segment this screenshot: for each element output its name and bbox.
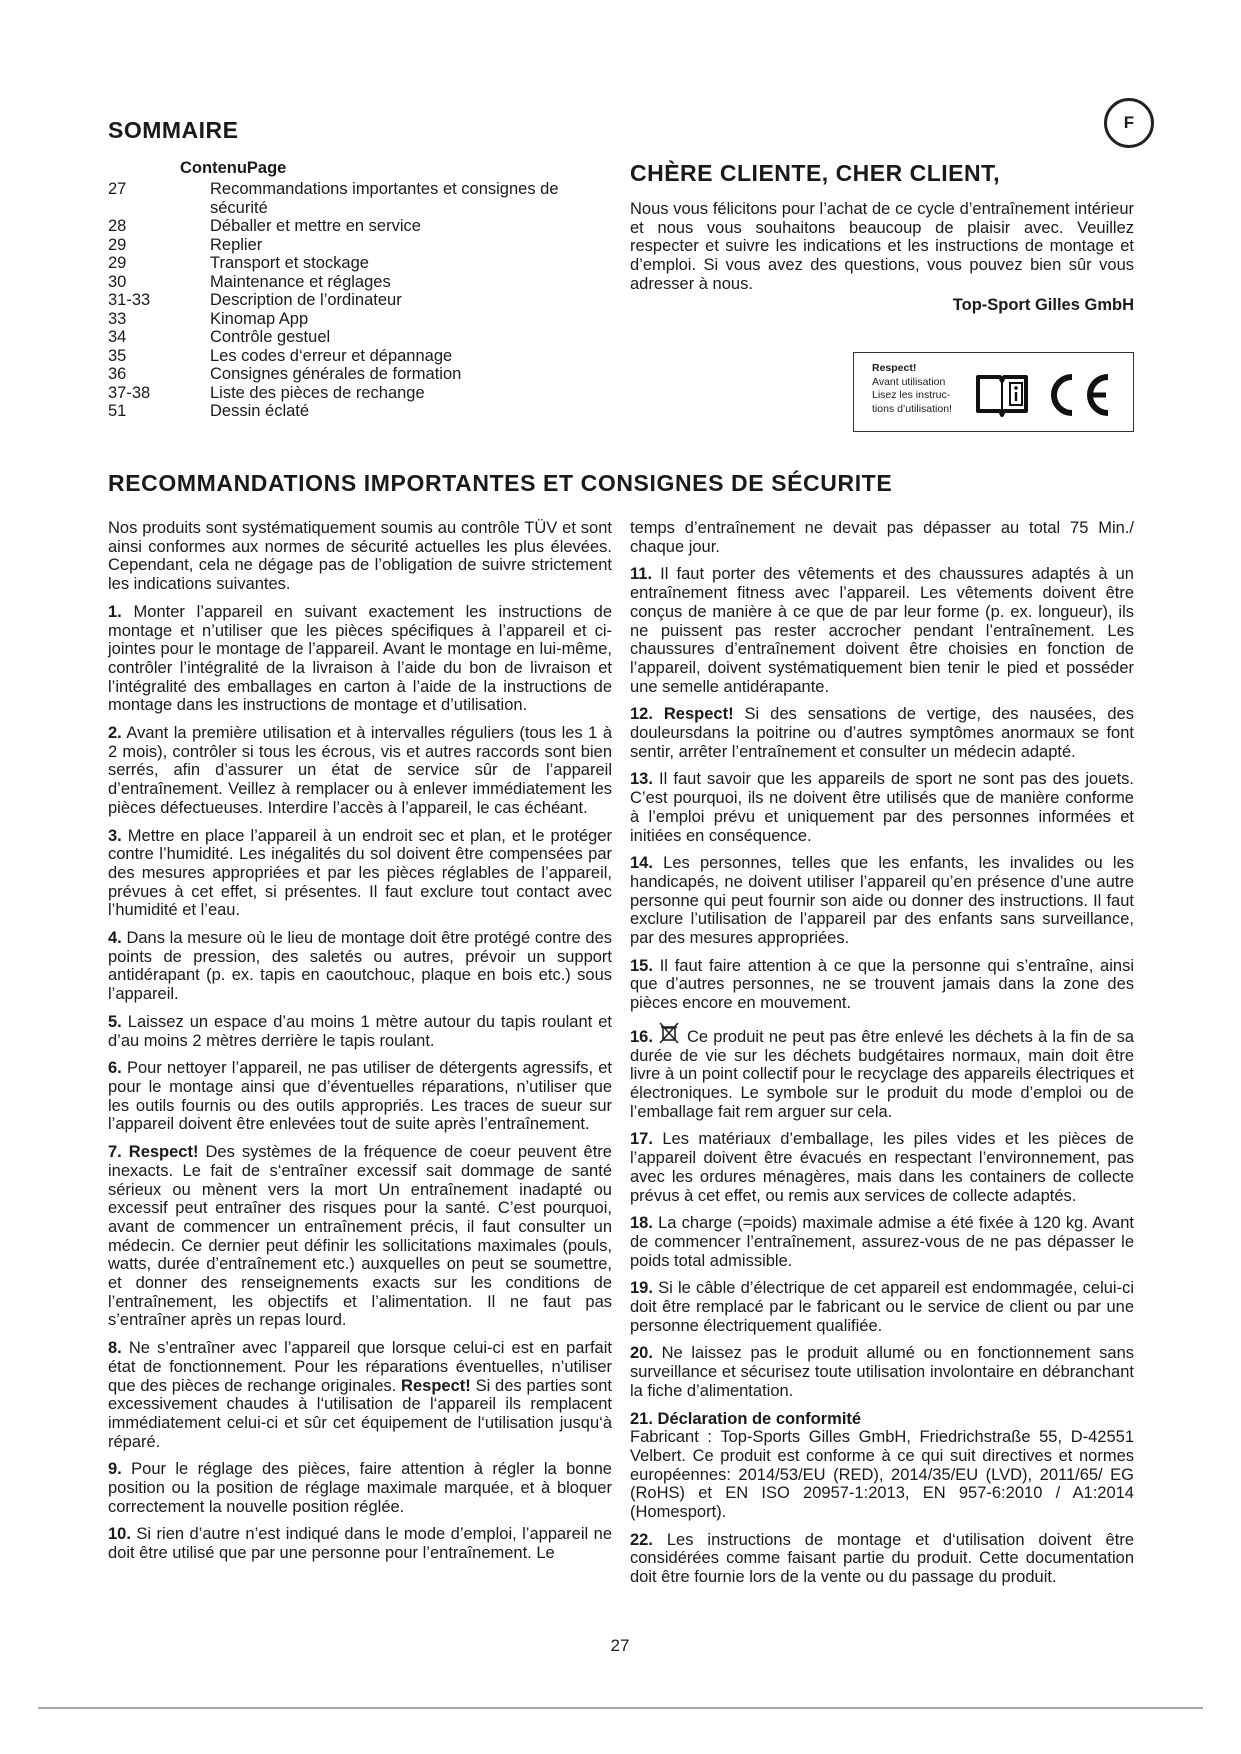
toc-label: Contrôle gestuel bbox=[210, 328, 331, 346]
rule-text: Ne s’entraîner avec l’appareil que lorsque celui-ci est en parfait état de fonctionnement. Pour les réparations éventuelles, n’utiliser que des pièces de rechange originales. bbox=[108, 1339, 612, 1395]
rule-number: 13. bbox=[630, 770, 653, 789]
toc-row bbox=[108, 328, 603, 347]
rule-number: 16. bbox=[630, 1027, 653, 1046]
toc-row bbox=[108, 217, 603, 236]
toc-page: 30 bbox=[108, 272, 127, 291]
toc-row bbox=[108, 310, 603, 329]
respect-notice-text bbox=[872, 362, 952, 416]
rule-number: 20. bbox=[630, 1344, 653, 1363]
toc-label: Liste des pièces de rechange bbox=[210, 383, 425, 402]
rule-text: Les instructions de montage et d‘utilisation doivent être considérées comme faisant partie du produit. Cette documentation doit être fournie lors de la vente ou du passage du produit. bbox=[630, 1530, 1134, 1587]
rule-text: Mettre en place l’appareil à un endroit sec et plan, et le protéger contre l’humidité. Les inégalités du sol doivent être compensées par des mesures appropriées et par les pièces réglables de l’appareil, prévues à cet effet, si présentes. Il faut exclure tout contact avec l’humidité et l’eau. bbox=[108, 826, 612, 920]
rule-paragraph bbox=[108, 827, 612, 921]
toc-page: 35 bbox=[108, 346, 127, 365]
rule-paragraph bbox=[108, 603, 612, 715]
respect-line: Lisez les instruc- bbox=[872, 389, 951, 401]
toc-label: Kinomap App bbox=[210, 309, 309, 328]
respect-notice-box bbox=[853, 352, 1134, 432]
rule-text: Fabricant : Top-Sports Gilles GmbH, Friedrichstraße 55, D-42551 Velbert. Ce produit est conforme à ce qui suit directives et normes européennes: 2014/53/EU (RED), 2014/35/EU (LVD), 2011/65/ EG (RoHS) et EN ISO 20957-1:2013, EN 957-6:2010 / A1:2014 (Homesport). bbox=[630, 1428, 1134, 1522]
toc-label: Dessin éclaté bbox=[210, 402, 310, 420]
rule-number: 3. bbox=[108, 826, 122, 845]
respect-emphasis: Respect! bbox=[663, 705, 734, 724]
rule-paragraph bbox=[630, 1130, 1134, 1205]
toc-row bbox=[108, 236, 603, 255]
intro-paragraph: Nos produits sont systématiquement soumis au contrôle TÜV et sont ainsi conformes aux normes de sécurité actuelles les plus élevées. Cependant, cela ne dégage pas de l’obligation de suivre strictement les indications suivantes. bbox=[108, 519, 612, 594]
rule-paragraph bbox=[630, 957, 1134, 1013]
language-badge: F bbox=[1104, 98, 1154, 148]
rule-text: Si des sensations de vertige, des nausées, des douleursdans la poitrine ou d’autres symptômes anormaux se font sentir, arrêter l’entraînement et consulter un médecin adapté. bbox=[630, 705, 1134, 761]
rule-paragraph bbox=[630, 770, 1134, 845]
toc-row bbox=[108, 384, 603, 403]
rule-paragraph bbox=[630, 854, 1134, 948]
rule-paragraph bbox=[630, 1531, 1134, 1587]
toc-label: Transport et stockage bbox=[210, 254, 369, 272]
toc-label: Recommandations importantes et consignes de sécurité bbox=[210, 180, 559, 217]
rule-number: 11. bbox=[630, 565, 653, 584]
toc-page: 29 bbox=[108, 254, 127, 272]
toc-page: 51 bbox=[108, 402, 127, 420]
toc-page: 28 bbox=[108, 217, 127, 235]
toc-row bbox=[108, 402, 603, 421]
rule-number: 22. bbox=[630, 1530, 653, 1549]
rule-number: 12. bbox=[630, 705, 653, 724]
toc-label: Les codes d‘erreur et dépannage bbox=[210, 346, 453, 365]
rule-text: Avant la première utilisation et à intervalles réguliers (tous les 1 à 2 mois), contrôler si tous les écrous, vis et autres raccords sont bien serrés, afin d’assurer un état de service sûr de l’appareil d’entraînement. Veillez à remplacer ou à enlever immédiatement les pièces défectueuses. Interdire l’accès à l’appareil, le cas échéant. bbox=[108, 724, 612, 817]
recommendations-title: RECOMMANDATIONS IMPORTANTES ET CONSIGNES DE SÉCURITE bbox=[108, 470, 893, 496]
rule-paragraph bbox=[108, 1143, 612, 1330]
toc-label: Consignes générales de formation bbox=[210, 365, 462, 383]
greeting-text: Nous vous félicitons pour l’achat de ce cycle d’entraînement intérieur et nous vous souhaitons beaucoup de plaisir avec. Veuillez respecter et suivre les indications et les instructions de montage et d’emploi. Si vous avez des questions, vous pouvez bien sûr vous adresser à nous. bbox=[630, 200, 1134, 293]
rule-paragraph bbox=[108, 1013, 612, 1050]
rule-paragraph bbox=[108, 929, 612, 1004]
rule-text: Laissez un espace d’au moins 1 mètre autour du tapis roulant et d’au moins 2 mètres derrière le tapis roulant. bbox=[108, 1012, 612, 1050]
rule-number: 19. bbox=[630, 1279, 653, 1298]
rule-number: 18. bbox=[630, 1214, 653, 1233]
toc-page: 27 bbox=[108, 180, 127, 198]
continuation-paragraph: temps d’entraînement ne devait pas dépasser au total 75 Min./ chaque jour. bbox=[630, 519, 1134, 556]
rule-number: 10. bbox=[108, 1525, 131, 1544]
rule-text: Dans la mesure où le lieu de montage doit être protégé contre des points de pression, des saletés ou autres, prévoir un support antidérapant (p. ex. tapis en caoutchouc, plaque en bois etc.) sous l’appareil. bbox=[108, 929, 613, 1004]
rule-number: 15. bbox=[630, 956, 653, 975]
toc-row bbox=[108, 291, 603, 310]
rule-number: 9. bbox=[108, 1460, 122, 1479]
respect-line: Avant utilisation bbox=[872, 375, 946, 388]
rule-text: Des systèmes de la fréquence de coeur peuvent être inexacts. Le fait de s‘entraîner excessif sait dommage de santé sérieux ou mènent vers la mort Un entraînement inadapté ou excessif peut entraîner des risques pour la santé. C’est pourquoi, avant de commencer un entraînement précis, il faut consulter un médecin. Ce dernier peut définir les sollicitations maximales (pouls, watts, durée d’entraînement etc.) auxquelles on peut se soumettre, et donner des renseignements exacts sur les conditions de l’entraînement, les objectifs et l’alimentation. Il ne faut pas s’entraîner après un repas lourd. bbox=[108, 1143, 612, 1330]
rule-paragraph bbox=[630, 1279, 1134, 1335]
rule-paragraph bbox=[630, 1022, 1134, 1122]
rule-paragraph bbox=[630, 1410, 1134, 1522]
rule-number: 7. bbox=[108, 1143, 122, 1162]
conformity-heading: Déclaration de conformité bbox=[657, 1409, 862, 1428]
toc-row bbox=[108, 347, 603, 366]
rule-paragraph bbox=[630, 1214, 1134, 1270]
page-number: 27 bbox=[610, 1636, 630, 1655]
toc-label: Replier bbox=[210, 235, 263, 254]
rule-text: Pour nettoyer l’appareil, ne pas utiliser de détergents agressifs, et pour le montage ainsi que d’éventuelles réparations, n’utiliser que les outils fournis ou des outils appropriés. Les traces de sueur sur l’appareil doivent être enlevées tout de suite après l’entraînement. bbox=[108, 1059, 612, 1134]
toc-page: 33 bbox=[108, 309, 127, 328]
rule-text: Il faut faire attention à ce que la personne qui s’entraîne, ainsi que d’autres personnes, ne se trouvent jamais dans la zone des pièces encore en mouvement. bbox=[630, 956, 1134, 1013]
sommaire-title: SOMMAIRE bbox=[108, 117, 239, 143]
toc-label: Maintenance et réglages bbox=[210, 272, 391, 291]
weee-bin-icon bbox=[657, 1022, 681, 1044]
toc-page: 29 bbox=[108, 235, 127, 254]
toc-label: Déballer et mettre en service bbox=[210, 217, 421, 235]
rule-text: Monter l’appareil en suivant exactement les instructions de montage et n’utiliser que les pièces spécifiques à l’appareil et ci-jointes pour le montage de l’appareil. Avant le montage en lui-même, contrôler l’intégralité de la livraison à l’aide du bon de livraison et l’intégralité des emballages en carton à l’aide de la instructions de montage dans les instructions de montage et d’utilisation. bbox=[108, 602, 613, 715]
rule-paragraph bbox=[108, 1525, 612, 1562]
toc-page: 36 bbox=[108, 365, 127, 383]
rule-paragraph bbox=[630, 565, 1134, 696]
rule-text: Si le câble d’électrique de cet appareil est endommagée, celui-ci doit être remplacé par le fabricant ou le service de client ou par une personne électriquement qualifiée. bbox=[630, 1279, 1134, 1335]
rule-paragraph bbox=[630, 705, 1134, 761]
rule-text: Si rien d’autre n’est indiqué dans le mode d’emploi, l’appareil ne doit être utilisé que par une personne pour l’entraînement. Le bbox=[108, 1525, 612, 1563]
rule-number: 1. bbox=[108, 602, 122, 621]
rule-number: 5. bbox=[108, 1012, 122, 1031]
rule-text: Ce produit ne peut pas être enlevé les déchets à la fin de sa durée de vie sur les déchets budgétaires normaux, main doit être livre à un point collectif pour le recyclage des appareils électriques et électroniques. Le symbole sur le produit du mode d’emploi ou de l’emballage fait rem arguer sur cela. bbox=[630, 1027, 1134, 1121]
respect-line: tions d’utilisation! bbox=[872, 402, 952, 415]
respect-label: Respect! bbox=[872, 362, 917, 374]
rule-number: 8. bbox=[108, 1339, 122, 1358]
rule-text: Pour le réglage des pièces, faire attention à régler la bonne position ou la position de réglage maximale marquée, et à bloquer correctement la nouvelle position réglée. bbox=[108, 1460, 612, 1516]
toc-row bbox=[108, 254, 603, 273]
rule-text: Si des parties sont excessivement chaudes à l‘utilisation de l‘appareil ils remplacent immédiatement celui-ci et sûr cet équipement de l‘utilisation jusqu‘à réparé. bbox=[108, 1376, 612, 1451]
toc-page: 34 bbox=[108, 328, 127, 346]
respect-emphasis: Respect! bbox=[128, 1143, 199, 1162]
rule-text: Il faut porter des vêtements et des chaussures adaptés à un entraînement fitness avec l’appareil. Les vêtements doivent être conçus de manière à ce que de par leur forme (p. ex. longueur), ils ne puissent pas rester accrocher pendant l’entraînement. Les chaussures d’entraînement doivent être choisies en fonction de l’appareil, doivent systématiquement bien tenir le pied et posséder une semelle antidérapante. bbox=[630, 565, 1134, 696]
rule-number: 14. bbox=[630, 854, 653, 873]
rule-number: 21. bbox=[630, 1409, 653, 1428]
company-signature: Top-Sport Gilles GmbH bbox=[952, 296, 1134, 314]
table-of-contents bbox=[108, 180, 603, 421]
toc-page: 31-33 bbox=[108, 291, 151, 309]
rule-text: Il faut savoir que les appareils de sport ne sont pas des jouets. C’est pourquoi, ils ne doivent être utilisés que de manière conforme à l’emploi prévu et uniquement par des personnes informées et initiées en conséquence. bbox=[630, 770, 1134, 845]
rule-text: Les matériaux d’emballage, les piles vides et les pièces de l’appareil doivent être évacués en respectant l’environnement, pas avec les ordures ménagères, mais dans les containers de collecte prévus à cet effet, ou remis aux services de collecte adaptés. bbox=[630, 1130, 1134, 1205]
left-column bbox=[108, 519, 612, 1572]
toc-header: ContenuPage bbox=[180, 159, 287, 177]
toc-row bbox=[108, 365, 603, 384]
toc-row bbox=[108, 273, 603, 292]
rule-paragraph bbox=[108, 1339, 612, 1451]
rule-number: 6. bbox=[108, 1059, 122, 1078]
footer-divider bbox=[38, 1707, 1203, 1709]
book-info-icon bbox=[974, 373, 1030, 417]
rule-number: 4. bbox=[108, 929, 122, 948]
rule-paragraph bbox=[108, 1460, 612, 1516]
toc-label: Description de l’ordinateur bbox=[210, 291, 402, 309]
rule-number: 17. bbox=[630, 1130, 653, 1149]
rule-text: Ne laissez pas le produit allumé ou en fonctionnement sans surveillance et sécurisez toute utilisation involontaire en débranchant la fiche d’alimentation. bbox=[630, 1344, 1134, 1400]
right-column bbox=[630, 519, 1134, 1596]
rule-number: 2. bbox=[108, 724, 122, 743]
rule-text: La charge (=poids) maximale admise a été fixée à 120 kg. Avant de commencer l’entraînement, assurez-vous de ne pas dépasser le poids total admissible. bbox=[630, 1214, 1134, 1270]
rule-paragraph bbox=[630, 1344, 1134, 1400]
rule-paragraph bbox=[108, 1059, 612, 1134]
ce-mark-icon bbox=[1042, 371, 1114, 419]
rule-paragraph bbox=[108, 724, 612, 818]
toc-row bbox=[108, 180, 603, 217]
greeting-title: CHÈRE CLIENTE, CHER CLIENT, bbox=[630, 160, 1001, 186]
toc-page: 37-38 bbox=[108, 383, 151, 402]
respect-emphasis: Respect! bbox=[401, 1376, 471, 1395]
rule-text: Les personnes, telles que les enfants, les invalides ou les handicapés, ne doivent utiliser l’appareil qu’en présence d’une autre personne qui peut fournir son aide ou donner des instructions. Il faut exclure l’utilisation de l’appareil par des enfants sans surveillance, par des mesures appropriées. bbox=[630, 854, 1134, 948]
